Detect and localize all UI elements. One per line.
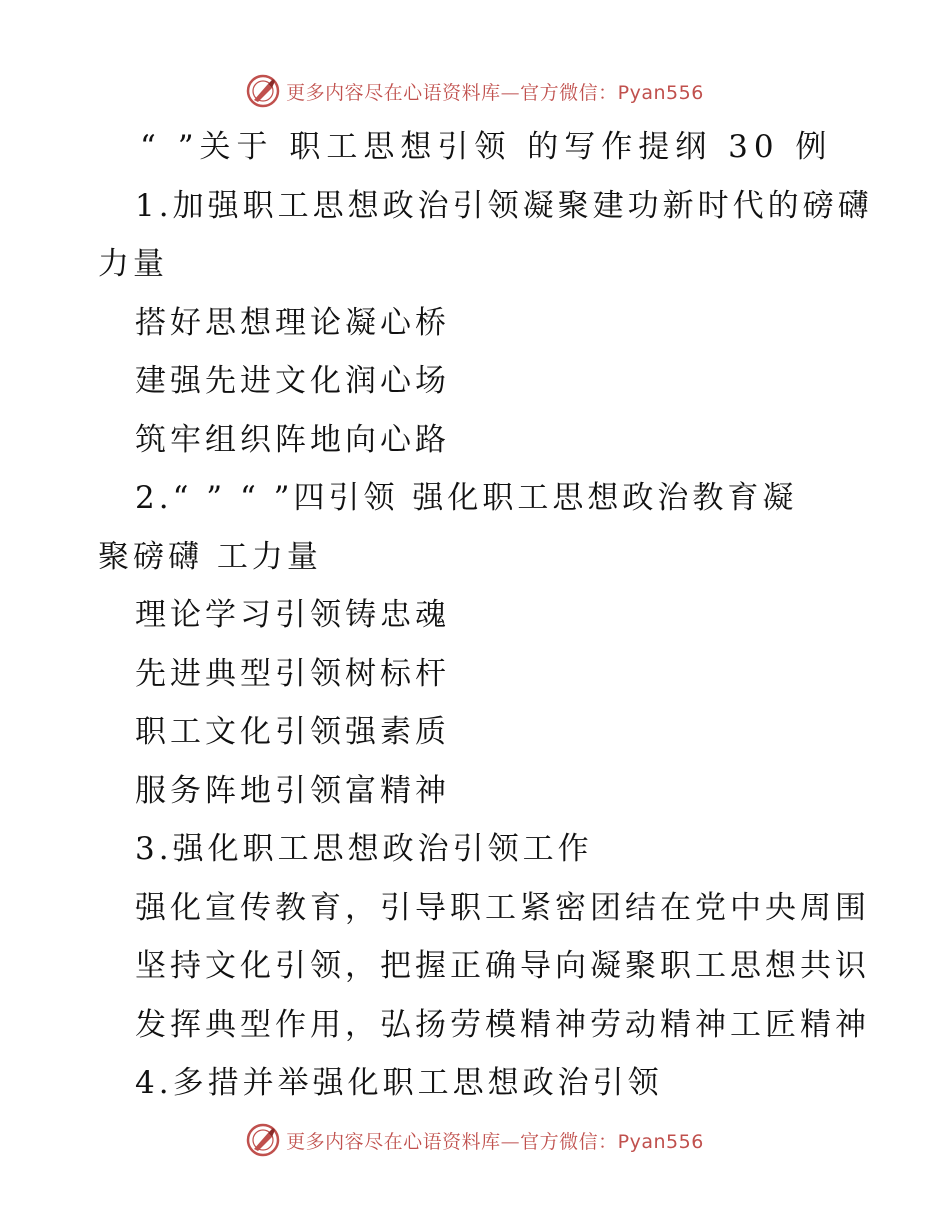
- document-title: “ ”关于 职工思想引领 的写作提纲 30 例: [140, 129, 833, 165]
- section-3-point: 坚持文化引领，把握正确导向凝聚职工思想共识: [135, 948, 870, 984]
- section-1-heading-cont: 力量: [98, 246, 168, 282]
- section-1-point: 建强先进文化润心场: [135, 363, 450, 399]
- section-1-point: 搭好思想理论凝心桥: [135, 304, 450, 341]
- watermark-footer: [0, 1123, 950, 1157]
- section-3-point: 发挥典型作用，弘扬劳模精神劳动精神工匠精神: [135, 1006, 870, 1043]
- section-1-point: 筑牢组织阵地向心路: [135, 421, 450, 458]
- watermark-text: 更多内容尽在心语资料库—官方微信：Pyan556: [286, 1130, 704, 1153]
- section-3-point: 强化宣传教育，引导职工紧密团结在党中央周围: [135, 889, 870, 926]
- section-2-heading-cont: 聚磅礴 工力量: [98, 538, 322, 575]
- pen-logo-icon: [246, 1123, 280, 1157]
- section-2-heading: 2.“ ” “ ”四引领 强化职工思想政治教育凝: [135, 480, 798, 516]
- section-2-point: 服务阵地引领富精神: [135, 772, 450, 809]
- watermark-header: [0, 74, 950, 108]
- section-2-point: 职工文化引领强素质: [135, 714, 450, 750]
- section-1-heading: 1.加强职工思想政治引领凝聚建功新时代的磅礴: [135, 187, 873, 224]
- section-4-heading: 4.多措并举强化职工思想政治引领: [135, 1065, 663, 1101]
- watermark-text: 更多内容尽在心语资料库—官方微信：Pyan556: [286, 81, 704, 104]
- pen-logo-icon: [246, 74, 280, 108]
- document-body: [98, 124, 873, 1119]
- section-2-point: 理论学习引领铸忠魂: [135, 597, 450, 633]
- section-2-point: 先进典型引领树标杆: [135, 655, 450, 692]
- section-3-heading: 3.强化职工思想政治引领工作: [135, 831, 593, 867]
